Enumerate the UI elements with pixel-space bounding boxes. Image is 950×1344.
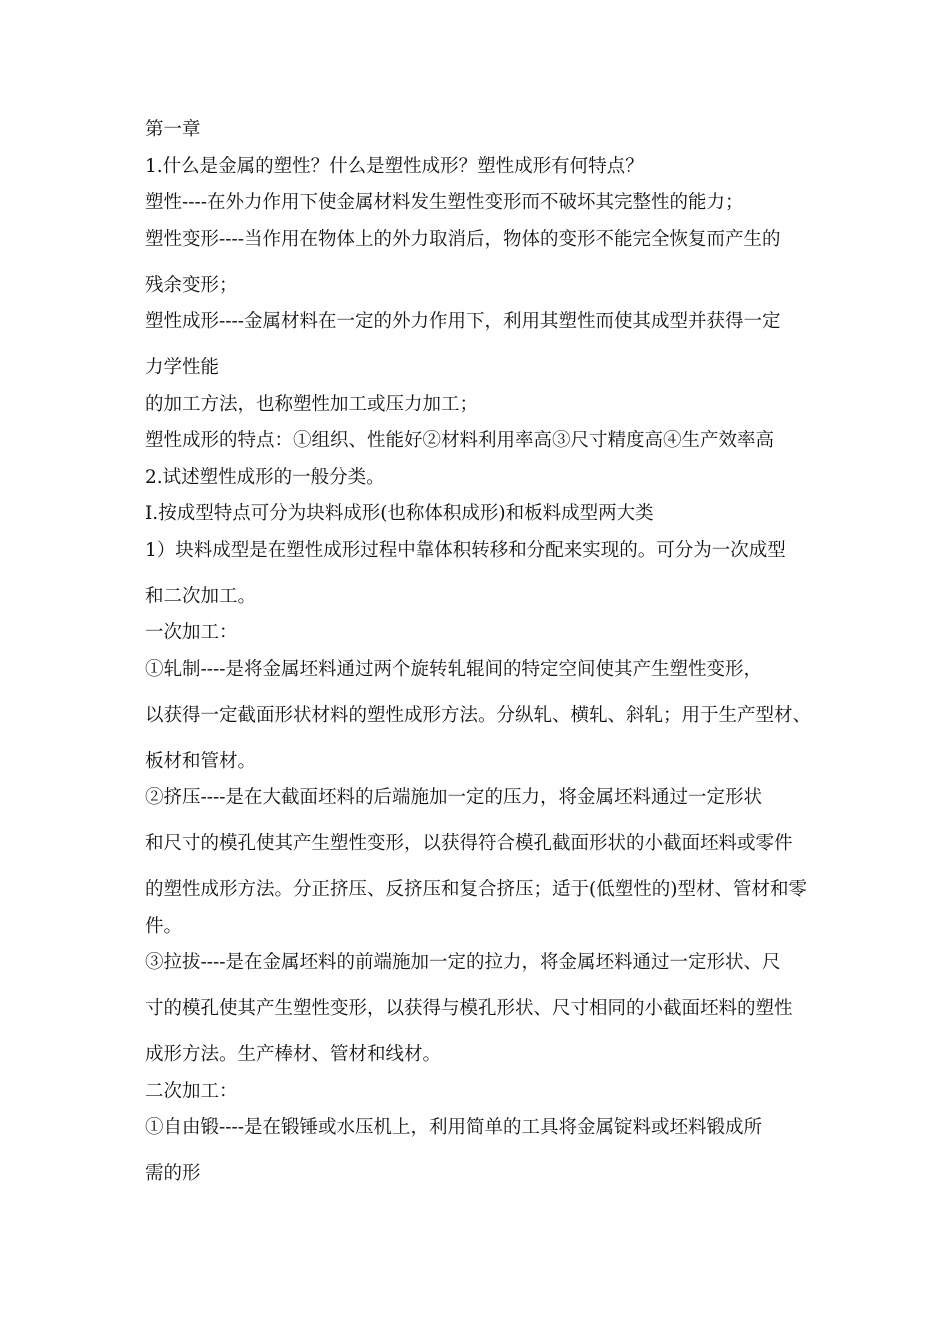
text-line: ①轧制----是将金属坯料通过两个旋转轧辊间的特定空间使其产生塑性变形， — [145, 658, 763, 680]
text-line: 一次加工： — [145, 622, 238, 643]
text-line: 塑性成形----金属材料在一定的外力作用下，利用其塑性而使其成型并获得一定 — [145, 311, 781, 332]
text-line: 残余变形； — [145, 274, 238, 296]
text-line: ①自由锻----是在锻锤或水压机上，利用简单的工具将金属锭料或坯料锻成所 — [145, 1117, 763, 1138]
text-line: 和二次加工。 — [145, 585, 257, 607]
text-line: 寸的模孔使其产生塑性变形，以获得与模孔形状、尺寸相同的小截面坯料的塑性 — [145, 998, 793, 1019]
text-line: ②挤压----是在大截面坯料的后端施加一定的压力，将金属坯料通过一定形状 — [145, 787, 763, 808]
text-line: 需的形 — [145, 1163, 201, 1184]
text-line: Ⅰ.按成型特点可分为块料成形(也称体积成形)和板料成型两大类 — [145, 503, 654, 524]
text-line: 以获得一定截面形状材料的塑性成形方法。分纵轧、横轧、斜轧；用于生产型材、 — [145, 704, 812, 726]
text-line: 塑性变形----当作用在物体上的外力取消后，物体的变形不能完全恢复而产生的 — [145, 228, 781, 250]
chapter-heading: 第一章 — [145, 119, 201, 140]
text-line: 件。 — [145, 915, 183, 937]
text-line: 塑性成形的特点：①组织、性能好②材料利用率高③尺寸精度高④生产效率高 — [145, 430, 775, 451]
text-line: 板材和管材。 — [145, 750, 257, 772]
text-line: 力学性能 — [145, 357, 220, 378]
document-body — [145, 119, 815, 1200]
text-line: 二次加工： — [145, 1080, 238, 1102]
text-line: 和尺寸的模孔使其产生塑性变形，以获得符合模孔截面形状的小截面坯料或零件 — [145, 833, 793, 854]
text-line: 1.什么是金属的塑性？什么是塑性成形？塑性成形有何特点？ — [145, 155, 644, 177]
text-line: 1）块料成型是在塑性成形过程中靠体积转移和分配来实现的。可分为一次成型 — [145, 539, 786, 561]
text-line: 2.试述塑性成形的一般分类。 — [145, 466, 385, 488]
text-line: 塑性----在外力作用下使金属材料发生塑性变形而不破坏其完整性的能力； — [145, 192, 744, 213]
text-line: ③拉拔----是在金属坯料的前端施加一定的拉力，将金属坯料通过一定形状、尺 — [145, 952, 781, 973]
text-line: 成形方法。生产棒材、管材和线材。 — [145, 1044, 442, 1065]
text-line: 的塑性成形方法。分正挤压、反挤压和复合挤压；适于(低塑性的)型材、管材和零 — [145, 879, 807, 900]
text-line: 的加工方法，也称塑性加工或压力加工； — [145, 393, 479, 415]
